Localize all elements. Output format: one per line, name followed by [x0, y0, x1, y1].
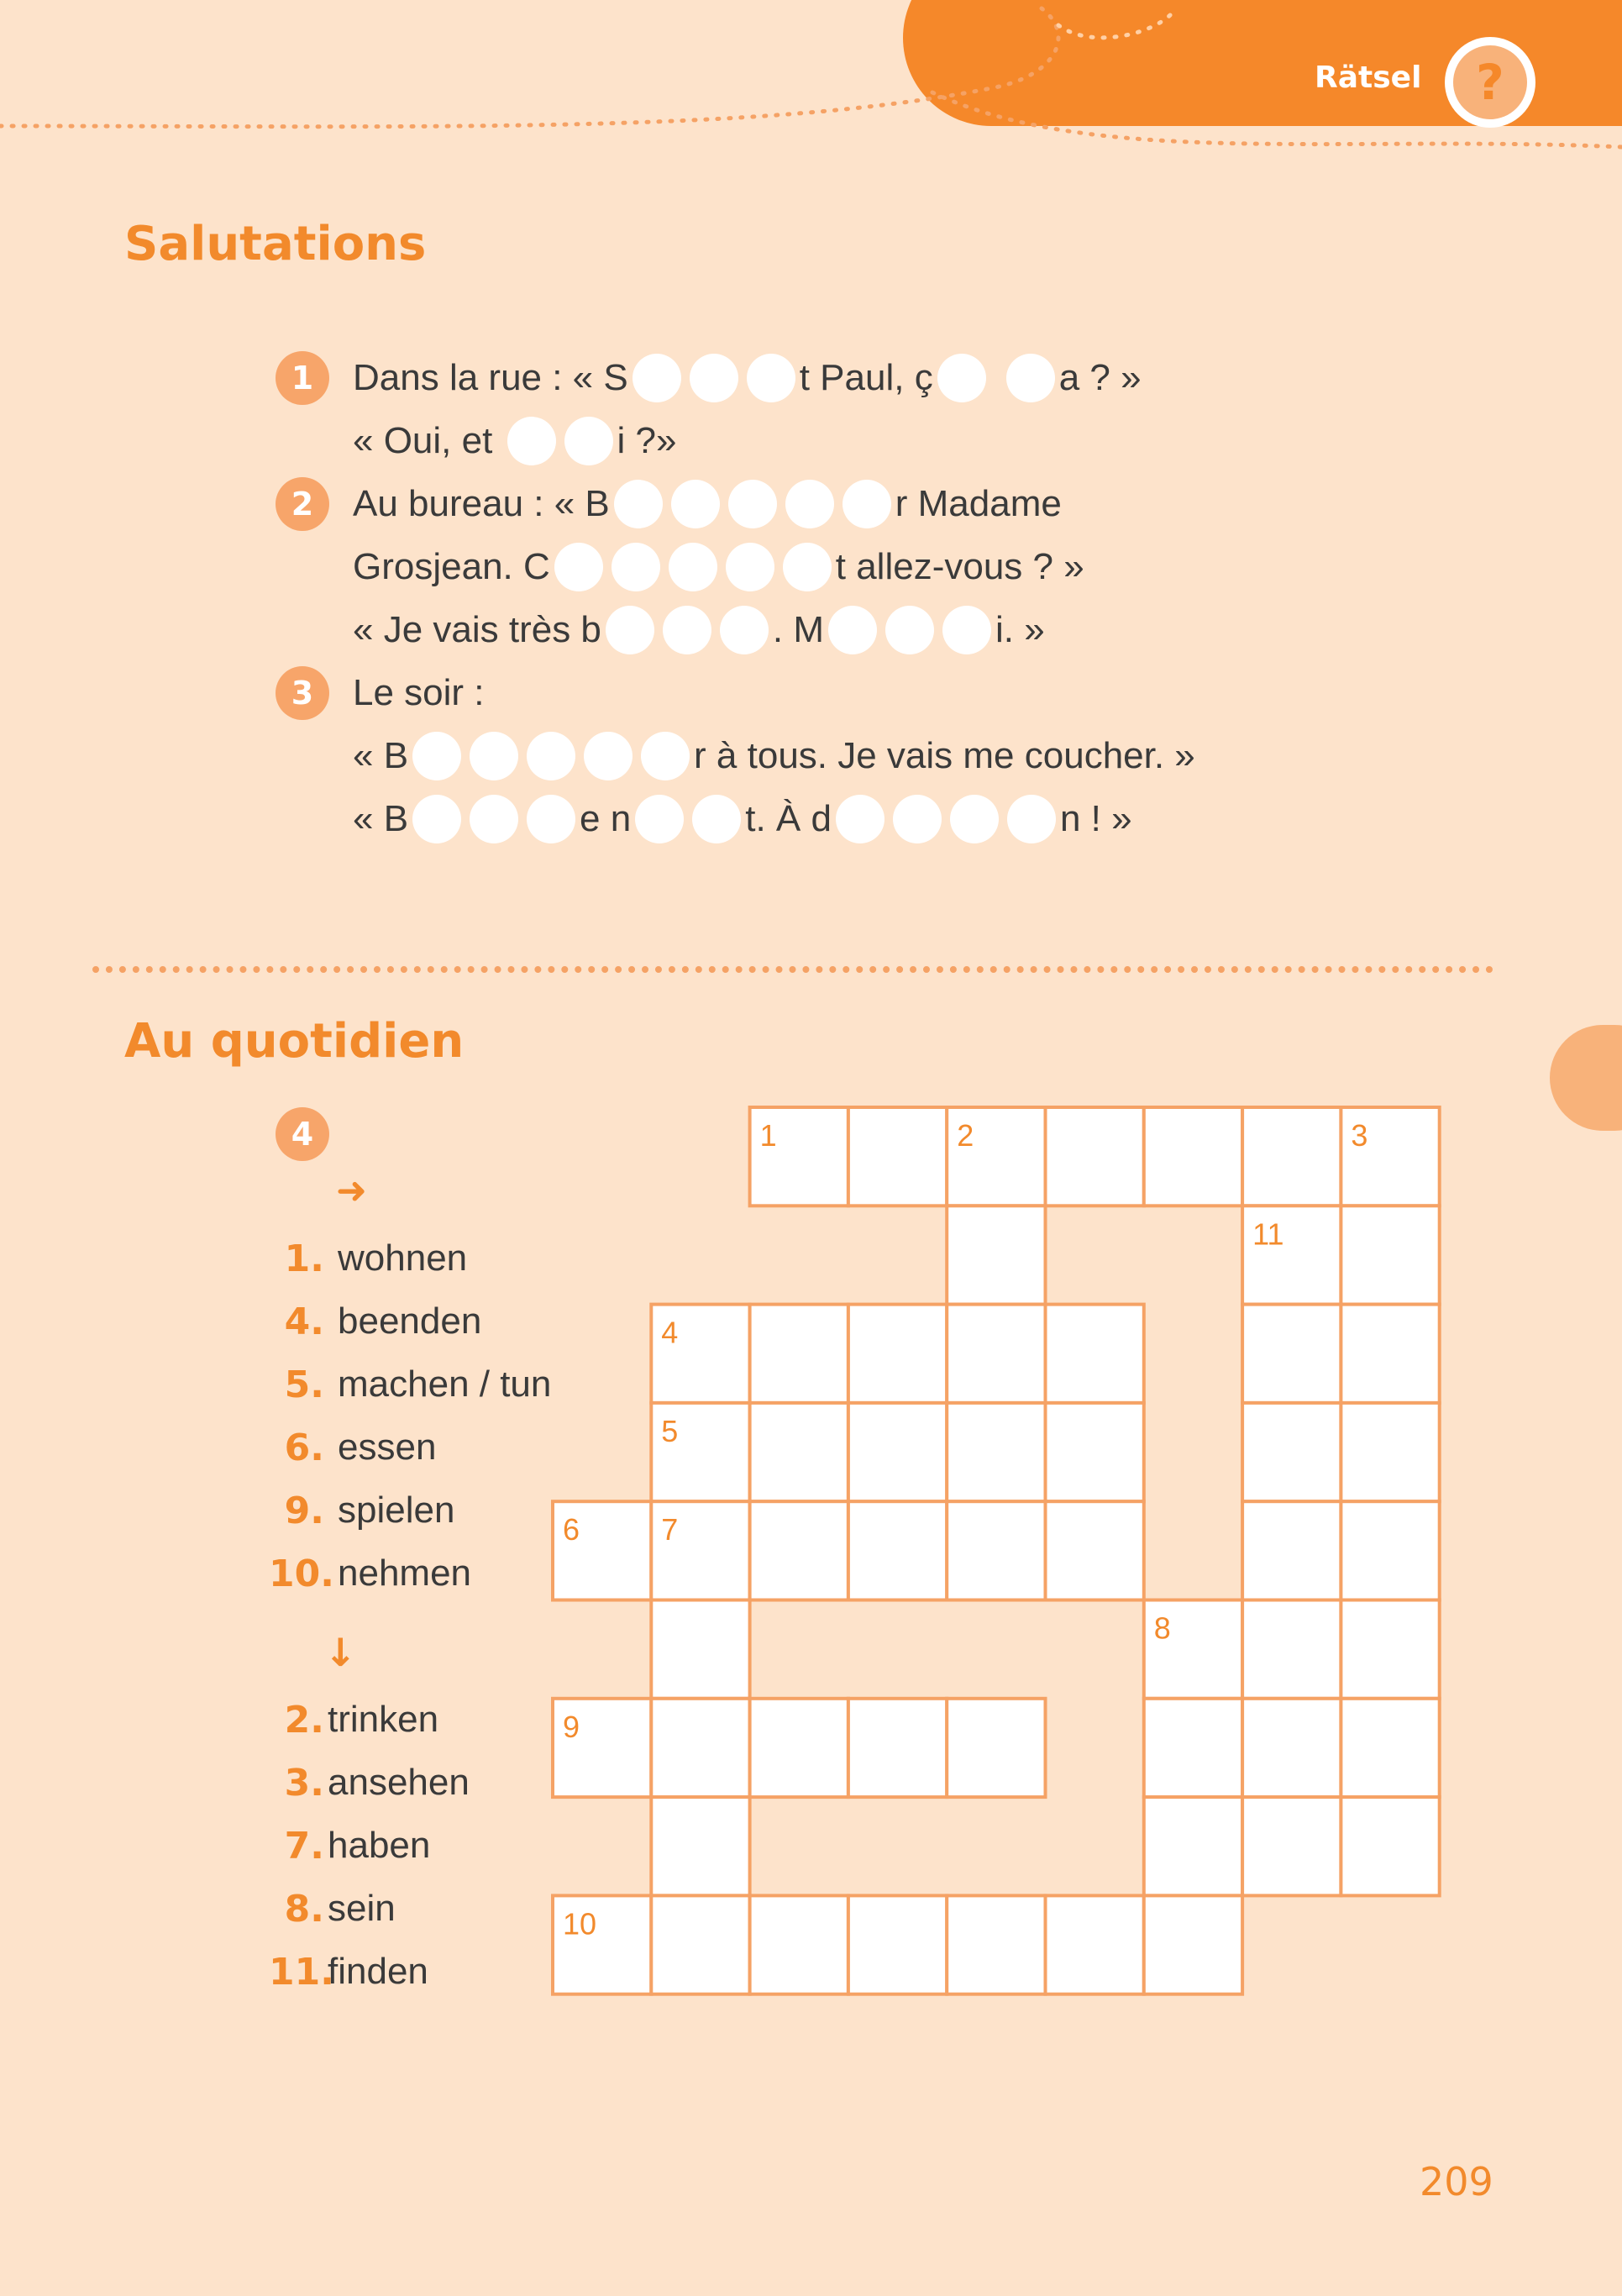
clue-number: 1.: [284, 1237, 324, 1280]
crossword-cell[interactable]: [1242, 1501, 1341, 1600]
cell-box[interactable]: [1341, 1403, 1439, 1501]
cell-box[interactable]: [1046, 1107, 1144, 1206]
crossword-cell[interactable]: [1341, 1403, 1439, 1501]
cell-box[interactable]: [750, 1501, 848, 1600]
crossword-cell[interactable]: [1242, 1403, 1341, 1501]
crossword-cell[interactable]: [1046, 1501, 1144, 1600]
cell-box[interactable]: [651, 1699, 749, 1797]
crossword-cell[interactable]: [947, 1699, 1045, 1797]
clue-number: 7.: [284, 1824, 324, 1868]
cell-number: 11: [1252, 1216, 1284, 1252]
across-arrow-icon: ➜: [336, 1169, 367, 1212]
crossword-cell[interactable]: [947, 1895, 1045, 1994]
clue-number: 8.: [284, 1887, 324, 1931]
cell-number: 8: [1153, 1610, 1171, 1646]
sentence-text: r Madame: [895, 483, 1062, 524]
clue-number: 5.: [284, 1363, 324, 1406]
crossword-cell[interactable]: [848, 1895, 947, 1994]
question-mark-icon: ?: [1453, 45, 1527, 119]
sentence-text: « B: [353, 798, 409, 839]
sentence-text: r à tous. Je vais me coucher. »: [694, 735, 1195, 776]
cell-box[interactable]: [1242, 1501, 1341, 1600]
crossword-cell[interactable]: [1341, 1206, 1439, 1304]
crossword-cell[interactable]: [1144, 1600, 1242, 1699]
sentence-text: t allez-vous ? »: [835, 546, 1084, 587]
cell-box[interactable]: [1242, 1699, 1341, 1797]
cell-box[interactable]: [1242, 1305, 1341, 1403]
cell-box[interactable]: [1046, 1895, 1144, 1994]
cell-number: 5: [661, 1413, 679, 1448]
clue-word: ansehen: [328, 1762, 470, 1803]
cell-box[interactable]: [848, 1305, 947, 1403]
sentence-text: t Paul, ç: [799, 357, 933, 398]
clue-number: 6.: [284, 1426, 324, 1469]
cell-number: 9: [563, 1709, 580, 1744]
cell-box[interactable]: [1341, 1699, 1439, 1797]
crossword-cell[interactable]: [651, 1699, 749, 1797]
cell-box[interactable]: [651, 1895, 749, 1994]
cell-number: 7: [661, 1512, 679, 1547]
clue-word: trinken: [328, 1699, 439, 1740]
crossword-cell[interactable]: [1242, 1600, 1341, 1699]
cell-box[interactable]: [750, 1699, 848, 1797]
cell-box[interactable]: [947, 1206, 1045, 1304]
crossword-cell[interactable]: [1144, 1107, 1242, 1206]
cell-box[interactable]: [750, 1895, 848, 1994]
crossword-cell[interactable]: [553, 1895, 651, 1994]
crossword-cell[interactable]: [947, 1501, 1045, 1600]
crossword-cell[interactable]: [1341, 1501, 1439, 1600]
sentence-text: i. »: [995, 609, 1045, 650]
cell-box[interactable]: [651, 1600, 749, 1699]
crossword-cell[interactable]: [1341, 1699, 1439, 1797]
cell-box[interactable]: [1046, 1403, 1144, 1501]
crossword-cell[interactable]: [947, 1403, 1045, 1501]
crossword-cell[interactable]: [750, 1895, 848, 1994]
exercise-badge-3: 3: [276, 666, 329, 720]
sentence-text: Grosjean. C: [353, 546, 550, 587]
cell-box[interactable]: [1242, 1797, 1341, 1895]
cell-box[interactable]: [1242, 1403, 1341, 1501]
crossword-cell[interactable]: [1046, 1107, 1144, 1206]
clue-word: nehmen: [338, 1553, 472, 1594]
crossword-cell[interactable]: [1242, 1797, 1341, 1895]
sentence-text: a ? »: [1058, 357, 1142, 398]
sentence-text: i ?»: [617, 420, 677, 461]
sentence-text: . M: [772, 609, 825, 650]
cell-box[interactable]: [947, 1305, 1045, 1403]
crossword-cell[interactable]: [651, 1403, 749, 1501]
cell-box[interactable]: [947, 1501, 1045, 1600]
cell-number: 6: [563, 1512, 580, 1547]
cell-box[interactable]: [1341, 1305, 1439, 1403]
header-title: Rätsel: [1315, 60, 1422, 95]
crossword-cell[interactable]: [651, 1305, 749, 1403]
sentence-text: e n: [580, 798, 632, 839]
crossword-cell[interactable]: [750, 1699, 848, 1797]
sentence-text: « Je vais très b: [353, 609, 601, 650]
cell-box[interactable]: [651, 1797, 749, 1895]
cell-box[interactable]: [1341, 1501, 1439, 1600]
clue-number: 3.: [284, 1761, 324, 1805]
crossword-cell[interactable]: [651, 1600, 749, 1699]
clue-word: spielen: [338, 1490, 455, 1531]
cell-box[interactable]: [848, 1501, 947, 1600]
crossword-cell[interactable]: [651, 1797, 749, 1895]
crossword-cell[interactable]: [1341, 1600, 1439, 1699]
cell-box[interactable]: [1341, 1600, 1439, 1699]
crossword-cell[interactable]: [1046, 1403, 1144, 1501]
cell-box[interactable]: [1046, 1305, 1144, 1403]
crossword-cell[interactable]: [1046, 1895, 1144, 1994]
clue-word: machen / tun: [338, 1363, 552, 1405]
cell-box[interactable]: [750, 1403, 848, 1501]
section-title-salutations: Salutations: [124, 217, 427, 271]
cell-box[interactable]: [1341, 1797, 1439, 1895]
sentence-text: « Oui, et: [353, 420, 503, 461]
clue-number: 2.: [284, 1698, 324, 1742]
clue-word: wohnen: [338, 1237, 468, 1279]
cell-box[interactable]: [848, 1107, 947, 1206]
crossword-cell[interactable]: [848, 1403, 947, 1501]
cell-box[interactable]: [848, 1699, 947, 1797]
crossword-cell[interactable]: [651, 1501, 749, 1600]
crossword-cell[interactable]: [553, 1699, 651, 1797]
crossword-cell[interactable]: [1242, 1699, 1341, 1797]
exercise-badge-2: 2: [276, 477, 329, 531]
crossword-cell[interactable]: [848, 1501, 947, 1600]
cell-box[interactable]: [848, 1895, 947, 1994]
cell-box[interactable]: [1046, 1501, 1144, 1600]
cell-box[interactable]: [947, 1699, 1045, 1797]
crossword-cell[interactable]: [1144, 1895, 1242, 1994]
cell-number: 2: [957, 1118, 974, 1153]
cell-number: 3: [1351, 1118, 1368, 1153]
page-number: 209: [1420, 2159, 1493, 2204]
exercise-badge-1: 1: [276, 351, 329, 405]
crossword-cell[interactable]: [651, 1895, 749, 1994]
cell-number: 10: [563, 1906, 597, 1941]
cell-box[interactable]: [1144, 1797, 1242, 1895]
cell-box[interactable]: [1144, 1895, 1242, 1994]
cell-number: 4: [661, 1315, 679, 1350]
clue-word: essen: [338, 1426, 437, 1468]
clue-word: beenden: [338, 1300, 482, 1342]
crossword-cell[interactable]: [947, 1107, 1045, 1206]
clue-word: haben: [328, 1825, 431, 1866]
crossword-cell[interactable]: [1242, 1305, 1341, 1403]
cell-number: 1: [759, 1118, 777, 1153]
sentence-text: Au bureau : « B: [353, 483, 610, 524]
crossword-cell[interactable]: [848, 1305, 947, 1403]
cell-box[interactable]: [848, 1403, 947, 1501]
cell-box[interactable]: [1242, 1600, 1341, 1699]
clue-number: 4.: [284, 1300, 324, 1343]
crossword-cell[interactable]: [750, 1305, 848, 1403]
crossword-cell[interactable]: [750, 1501, 848, 1600]
section-title-au-quotidien: Au quotidien: [124, 1014, 465, 1069]
crossword-cell[interactable]: [848, 1107, 947, 1206]
cell-box[interactable]: [947, 1403, 1045, 1501]
clue-word: sein: [328, 1888, 396, 1929]
sentence-text: Le soir :: [353, 672, 485, 713]
down-arrow-icon: ↓: [324, 1630, 357, 1675]
sentence-text: t. À d: [745, 798, 832, 839]
clue-number: 9.: [284, 1489, 324, 1532]
cell-box[interactable]: [1144, 1699, 1242, 1797]
crossword-cell[interactable]: [1341, 1797, 1439, 1895]
exercise-badge: 4: [276, 1107, 329, 1161]
clue-number: 10.: [269, 1552, 334, 1595]
crossword-cell[interactable]: [1242, 1107, 1341, 1206]
cell-box[interactable]: [1242, 1107, 1341, 1206]
cell-box[interactable]: [1341, 1206, 1439, 1304]
crossword-cell[interactable]: [1341, 1305, 1439, 1403]
sentence-text: n ! »: [1059, 798, 1132, 839]
sentence-text: « B: [353, 735, 409, 776]
clue-number: 11.: [269, 1950, 334, 1994]
crossword-cell[interactable]: [1341, 1107, 1439, 1206]
crossword-cell[interactable]: [947, 1305, 1045, 1403]
clue-word: finden: [328, 1951, 428, 1992]
cell-box[interactable]: [947, 1895, 1045, 1994]
crossword-cell[interactable]: [1144, 1699, 1242, 1797]
crossword-cell[interactable]: [848, 1699, 947, 1797]
crossword-cell[interactable]: [1144, 1797, 1242, 1895]
cell-box[interactable]: [750, 1305, 848, 1403]
crossword-cell[interactable]: [1242, 1206, 1341, 1304]
crossword-cell[interactable]: [750, 1107, 848, 1206]
crossword-cell[interactable]: [750, 1403, 848, 1501]
crossword-cell[interactable]: [1046, 1305, 1144, 1403]
cell-box[interactable]: [1144, 1107, 1242, 1206]
sentence-text: Dans la rue : « S: [353, 357, 628, 398]
crossword-cell[interactable]: [553, 1501, 651, 1600]
crossword-cell[interactable]: [947, 1206, 1045, 1304]
